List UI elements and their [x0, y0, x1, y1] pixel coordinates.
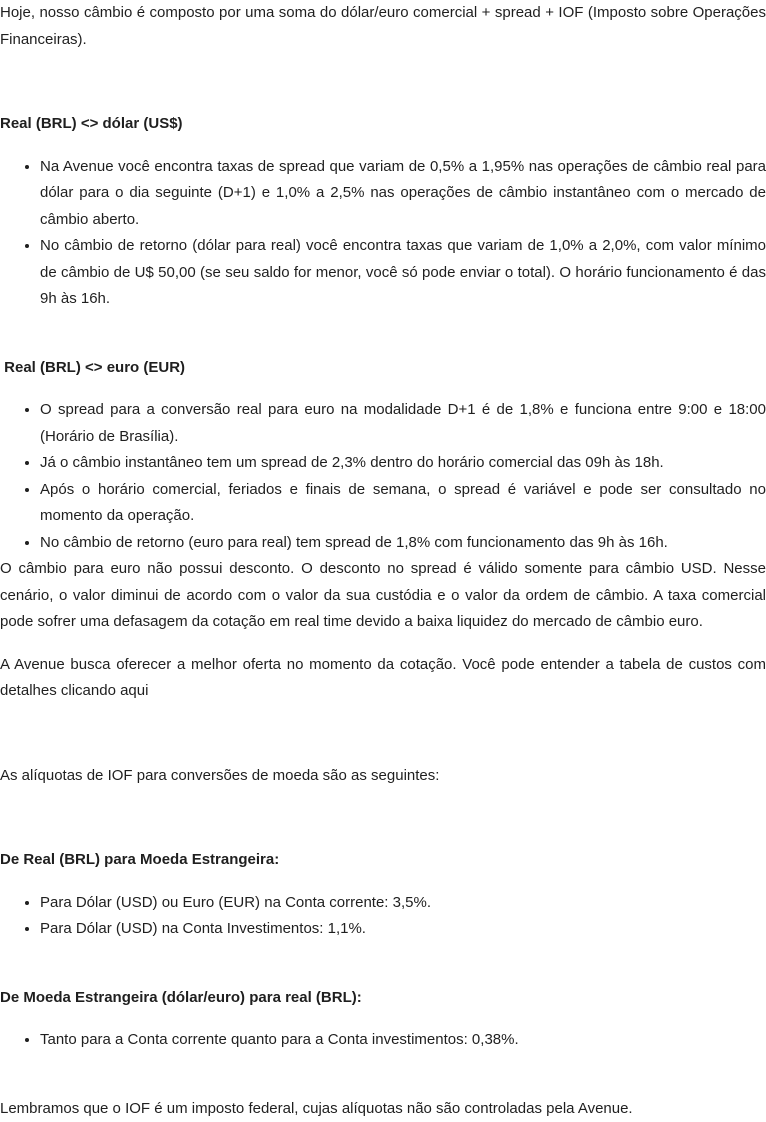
usd-section-heading: Real (BRL) <> dólar (US$) [0, 115, 183, 132]
closing-paragraph: Lembramos que o IOF é um imposto federal, cujas alíquotas não são controladas pela Avenue. [0, 1099, 633, 1117]
eur-note-paragraph: O câmbio para euro não possui desconto. O desconto no spread é válido somente para câmbio USD. Nesse cenário, o valor diminui de acordo com o valor da sua custódia e o valor da ordem de câmbio. A taxa comercial pode sofrer uma defasagem da cotação em real time devido a baixa liquidez do mercado de câmbio euro. [0, 560, 766, 630]
iof-brl-to-foreign-list [0, 890, 766, 943]
list-item: • No câmbio de retorno (dólar para real) você encontra taxas que variam de 1,0% a 2,0%, com valor mínimo de câmbio de U$ 50,00 (se seu saldo for menor, você só pode enviar o total). O horário funcionamento é das 9h às 16h. [40, 233, 766, 313]
iof-foreign-to-brl-list [0, 1027, 766, 1054]
iof-intro-paragraph: As alíquotas de IOF para conversões de moeda são as seguintes: [0, 766, 440, 784]
list-item: • Tanto para a Conta corrente quanto para a Conta investimentos: 0,38%. [40, 1027, 766, 1054]
list-item: • Na Avenue você encontra taxas de spread que variam de 0,5% a 1,95% nas operações de câmbio real para dólar para o dia seguinte (D+1) e 1,0% a 2,5% nas operações de câmbio instantâneo com o mercado de câmbio aberto. [40, 154, 766, 234]
intro-paragraph: Hoje, nosso câmbio é composto por uma soma do dólar/euro comercial + spread + IOF (Imposto sobre Operações Financeiras). [0, 4, 766, 48]
list-item: • No câmbio de retorno (euro para real) tem spread de 1,8% com funcionamento das 9h às 16h. [40, 530, 766, 557]
list-item: • Para Dólar (USD) na Conta Investimentos: 1,1%. [40, 916, 766, 943]
iof-foreign-to-brl-heading: De Moeda Estrangeira (dólar/euro) para real (BRL): [0, 988, 362, 1006]
eur-section-heading: Real (BRL) <> euro (EUR) [0, 358, 186, 376]
list-item: • O spread para a conversão real para euro na modalidade D+1 é de 1,8% e funciona entre 9:00 e 18:00 (Horário de Brasília). [40, 397, 766, 450]
list-item: • Após o horário comercial, feriados e finais de semana, o spread é variável e pode ser consultado no momento da operação. [40, 477, 766, 530]
cost-table-link[interactable]: clicando aqui [60, 682, 149, 699]
list-item: • Já o câmbio instantâneo tem um spread de 2,3% dentro do horário comercial das 09h às 18h. [40, 450, 766, 477]
offer-paragraph [0, 652, 766, 705]
list-item: • Para Dólar (USD) ou Euro (EUR) na Conta corrente: 3,5%. [40, 890, 766, 917]
offer-text: A Avenue busca oferecer a melhor oferta no momento da cotação. Você pode entender a tabela de custos com detalhes [0, 655, 766, 699]
eur-section-list [0, 397, 766, 556]
usd-section-list [0, 154, 766, 313]
iof-brl-to-foreign-heading: De Real (BRL) para Moeda Estrangeira: [0, 851, 280, 868]
